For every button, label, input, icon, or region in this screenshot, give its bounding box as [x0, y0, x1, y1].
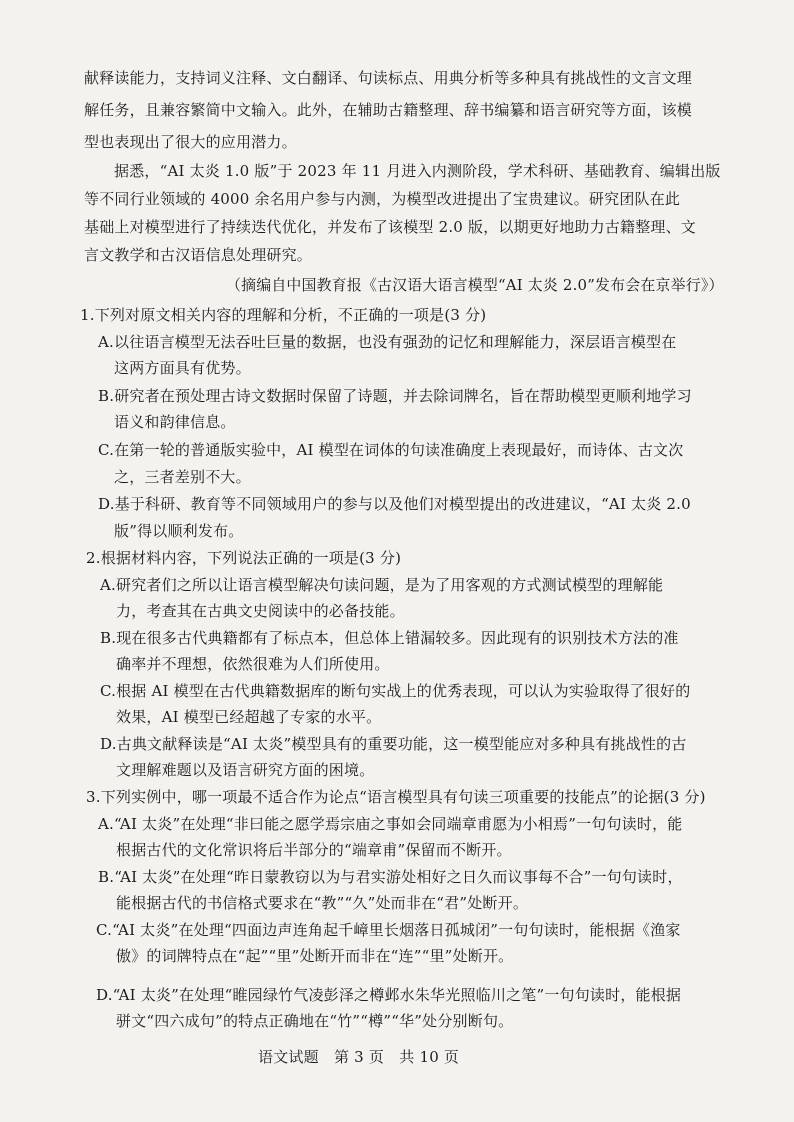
passage-line: 解任务，且兼容繁简中文输入。此外，在辅助古籍整理、辞书编纂和语言研究等方面，该模: [84, 101, 693, 119]
question-3-option-d: D.“AI 太炎”在处理“睢园绿竹气凌彭泽之樽邺水朱华光照临川之笔”一句句读时，能根据: [96, 986, 682, 1004]
question-2-option-b-cont: 确率并不理想，依然很难为人们所使用。: [116, 655, 390, 673]
question-1-option-c: C.在第一轮的普通版实验中，AI 模型在词体的句读准确度上表现最好，而诗体、古文次: [98, 441, 684, 459]
passage-source: （摘编自中国教育报《古汉语大语言模型“AI 太炎 2.0”发布会在京举行》）: [226, 276, 724, 294]
question-2-stem: 2.根据材料内容，下列说法正确的一项是(3 分): [86, 549, 402, 567]
question-2-option-d-cont: 文理解难题以及语言研究方面的困境。: [116, 761, 375, 779]
question-3-option-b: B.“AI 太炎”在处理“昨日蒙教窃以为与君实游处相好之日久而议事每不合”一句句读时，: [98, 868, 683, 886]
passage-line: 型也表现出了很大的应用潜力。: [84, 133, 297, 151]
question-3-option-a: A.“AI 太炎”在处理“非曰能之愿学焉宗庙之事如会同端章甫愿为小相焉”一句句读时，能: [98, 815, 683, 833]
question-1-option-d-cont: 版”得以顺利发布。: [114, 522, 244, 540]
question-3-stem: 3.下列实例中，哪一项最不适合作为论点“语言模型具有句读三项重要的技能点”的论据(3 分): [86, 788, 706, 806]
question-3-option-c-cont: 傲》的词牌特点在“起”“里”处断开而非在“连”“里”处断开。: [116, 947, 514, 965]
passage-line: 等不同行业领域的 4000 余名用户参与内测，为模型改进提出了宝贵建议。研究团队在此: [84, 190, 681, 208]
question-1-option-c-cont: 之，三者差别不大。: [114, 468, 251, 486]
question-1-option-b: B.研究者在预处理古诗文数据时保留了诗题，并去除词牌名，旨在帮助模型更顺利地学习: [98, 387, 692, 405]
question-1-option-d: D.基于科研、教育等不同领域用户的参与以及他们对模型提出的改进建议，“AI 太炎 2.0: [98, 495, 691, 513]
question-3-option-b-cont: 能根据古代的书信格式要求在“教”“久”处而非在“君”处断开。: [116, 894, 529, 912]
question-1-option-a-cont: 这两方面具有优势。: [114, 359, 251, 377]
question-2-option-a-cont: 力，考查其在古典文史阅读中的必备技能。: [116, 602, 405, 620]
question-2-option-b: B.现在很多古代典籍都有了标点本，但总体上错漏较多。因此现有的识别技术方法的准: [100, 629, 679, 647]
question-2-option-c: C.根据 AI 模型在古代典籍数据库的断句实战上的优秀表现，可以认为实验取得了很好的: [100, 682, 691, 700]
question-2-option-d: D.古典文献释读是“AI 太炎”模型具有的重要功能，这一模型能应对多种具有挑战性的古: [100, 735, 687, 753]
passage-line: 据悉，“AI 太炎 1.0 版”于 2023 年 11 月进入内测阶段，学术科研、基础教育、编辑出版: [114, 162, 721, 180]
page-footer: 语文试题 第 3 页 共 10 页: [258, 1048, 460, 1066]
passage-line: 基础上对模型进行了持续迭代优化，并发布了该模型 2.0 版，以期更好地助力古籍整理、文: [84, 218, 696, 236]
question-3-option-c: C.“AI 太炎”在处理“四面边声连角起千嶂里长烟落日孤城闭”一句句读时，能根据《渔家: [96, 921, 681, 939]
question-1-option-b-cont: 语义和韵律信息。: [114, 413, 236, 431]
question-3-option-a-cont: 根据古代的文化常识将后半部分的“端章甫”保留而不断开。: [116, 841, 512, 859]
passage-line: 献释读能力，支持词义注释、文白翻译、句读标点、用典分析等多种具有挑战性的文言文理: [84, 69, 693, 87]
question-1-option-a: A.以往语言模型无法吞吐巨量的数据，也没有强劲的记忆和理解能力，深层语言模型在: [98, 333, 677, 351]
question-2-option-a: A.研究者们之所以让语言模型解决句读问题，是为了用客观的方式测试模型的理解能: [100, 576, 664, 594]
question-1-stem: 1.下列对原文相关内容的理解和分析，不正确的一项是(3 分): [80, 306, 487, 324]
question-2-option-c-cont: 效果，AI 模型已经超越了专家的水平。: [116, 708, 382, 726]
question-3-option-d-cont: 骈文“四六成句”的特点正确地在“竹”“樽”“华”处分别断句。: [116, 1012, 514, 1030]
passage-line: 言文教学和古汉语信息处理研究。: [84, 246, 313, 264]
